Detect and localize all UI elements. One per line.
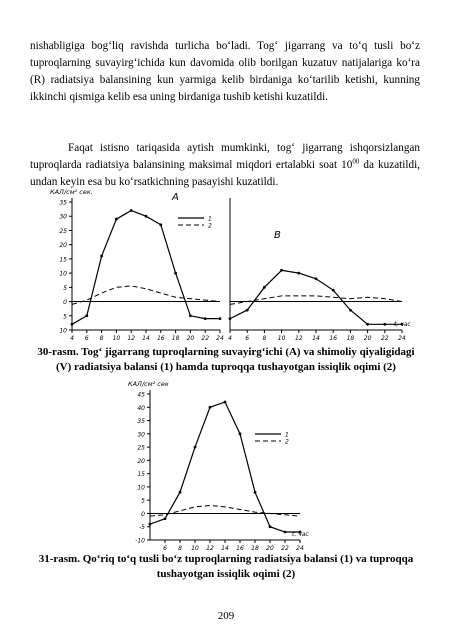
- series-1-point: [189, 314, 192, 317]
- y-tick-label: 20: [59, 242, 67, 250]
- series-1-point: [280, 269, 283, 272]
- y-tick-label: -10: [135, 537, 145, 545]
- legend-label-2: 2: [208, 222, 212, 230]
- y-tick-label: 10: [137, 484, 145, 492]
- series-1-point: [85, 314, 88, 317]
- series-1-point: [297, 272, 300, 275]
- y-tick-label: 10: [59, 270, 67, 278]
- y-tick-label: 30: [137, 431, 145, 439]
- body-paragraph-1: nishabligiga bog‘liq ravishda turlicha bo‘ladi. Tog‘ jigarrang va to‘q tusli bo‘z tuproqlarning suvayirg‘ichida kun davomida olib borilgan kuzatuv natijalariga ko‘ra (R) radiatsiya balansining kun yarmiga kelib birdaniga ko‘tarilib ketishi, kunning ikkinchi qismiga kelib esa uning birdaniga tushib ketishi kuzatildi.: [30, 40, 420, 103]
- series-1-point: [263, 286, 266, 289]
- x-tick-label: 12: [206, 545, 214, 552]
- x-tick-label: 4: [228, 335, 232, 342]
- y-tick-label: 25: [137, 444, 145, 452]
- x-axis-label: t, час: [292, 531, 309, 538]
- x-tick-label: 6: [163, 545, 167, 552]
- series-1-point: [204, 317, 207, 320]
- series-1-point: [130, 209, 133, 212]
- y-tick-label: 35: [59, 199, 67, 207]
- series-1-point: [209, 406, 212, 409]
- y-tick-label: 0: [141, 510, 145, 518]
- x-tick-label: 10: [277, 335, 286, 342]
- series-1-point: [229, 317, 232, 320]
- x-tick-label: 18: [171, 335, 180, 342]
- x-tick-label: 8: [262, 335, 267, 342]
- series-1-point: [284, 531, 287, 534]
- series-1-point: [164, 517, 167, 520]
- time-superscript: 00: [352, 157, 360, 166]
- x-tick-label: 16: [156, 335, 165, 342]
- y-tick-label: 15: [59, 256, 67, 264]
- caption-30-line-1: 30-rasm. Tog‘ jigarrang tuproqlarning suvayirg‘ichi (A) va shimoliy qiyaligidagi: [37, 346, 415, 358]
- x-tick-label: 10: [112, 335, 121, 342]
- y-tick-label: 25: [59, 227, 67, 235]
- y-tick-label: 5: [63, 284, 67, 292]
- series-1-point: [332, 289, 335, 292]
- y-tick-label: 45: [137, 391, 145, 399]
- y-tick-label: 30: [59, 213, 67, 221]
- caption-31-line-1: 31-rasm. Qo‘riq to‘q tusli bo‘z tuproqlarning radiatsiya balansi (1) va tuproqqa: [38, 553, 414, 565]
- series-1-point: [315, 277, 318, 280]
- series-1-point: [383, 323, 386, 326]
- x-tick-label: 22: [201, 335, 210, 342]
- series-1-point: [71, 323, 74, 326]
- page-number: 209: [217, 610, 235, 622]
- x-tick-label: 20: [266, 545, 274, 552]
- x-tick-label: 18: [346, 335, 355, 342]
- y-tick-label: 20: [137, 457, 145, 465]
- x-tick-label: 8: [99, 335, 104, 342]
- x-tick-label: 8: [178, 545, 182, 552]
- x-tick-label: 16: [329, 335, 338, 342]
- x-tick-label: 24: [216, 335, 224, 342]
- series-1-point: [269, 525, 272, 528]
- series-2-line: [230, 296, 402, 305]
- series-1-point: [239, 432, 242, 435]
- series-1-point: [246, 309, 249, 312]
- figure-31-caption: [20, 552, 432, 582]
- x-tick-label: 14: [142, 335, 150, 342]
- y-tick-label: -5: [139, 524, 145, 532]
- y-tick-label: 0: [63, 299, 67, 307]
- x-tick-label: 22: [281, 545, 289, 552]
- x-tick-label: 20: [363, 335, 372, 342]
- series-1-point: [174, 272, 177, 275]
- x-tick-label: 24: [296, 545, 304, 552]
- series-1-point: [145, 215, 148, 218]
- series-1-point: [194, 446, 197, 449]
- y-axis-label: КАЛ/см² сек.: [50, 188, 93, 196]
- x-tick-label: 6: [84, 335, 89, 342]
- x-tick-label: 16: [236, 545, 244, 552]
- caption-31-line-2: tushayotgan issiqlik oqimi (2): [156, 568, 296, 580]
- y-tick-label: 10: [59, 327, 67, 335]
- caption-30-line-2: (V) radiatsiya balansi (1) hamda tuproqqa tushayotgan issiqlik oqimi (2): [56, 361, 396, 373]
- x-tick-label: 10: [191, 545, 199, 552]
- x-tick-label: 24: [398, 335, 406, 342]
- series-1-point: [219, 317, 222, 320]
- figure-30-chart: [0, 180, 452, 340]
- series-2-line: [150, 505, 300, 516]
- series-1-point: [159, 223, 162, 226]
- series-1-point: [100, 255, 103, 258]
- x-tick-label: 12: [294, 335, 303, 342]
- x-tick-label: 6: [245, 335, 250, 342]
- x-tick-label: 18: [251, 545, 259, 552]
- series-1-point: [149, 523, 152, 526]
- x-tick-label: 12: [127, 335, 136, 342]
- y-tick-label: 5: [141, 497, 145, 505]
- y-tick-label: 35: [137, 418, 145, 426]
- paragraph-2-text-end: da kuzatildi, undan keyin esa bu ko‘rsatkichning pasayishi kuzatildi.: [30, 159, 420, 188]
- series-1-point: [349, 309, 352, 312]
- series-1-point: [254, 491, 257, 494]
- y-axis-label: КАЛ/см² сек: [128, 380, 169, 388]
- x-tick-label: 20: [186, 335, 195, 342]
- series-1-point: [224, 401, 227, 404]
- y-tick-label: 15: [137, 471, 145, 479]
- legend-label-1: 1: [285, 431, 289, 439]
- x-tick-label: 14: [312, 335, 320, 342]
- y-tick-label: 40: [137, 404, 145, 412]
- series-1-line: [150, 402, 300, 532]
- x-axis-label: t, час: [394, 321, 411, 328]
- x-tick-label: 4: [70, 335, 74, 342]
- series-1-point: [115, 218, 118, 221]
- panel-label: В: [274, 230, 281, 241]
- legend-label-1: 1: [208, 215, 212, 223]
- series-1-point: [179, 491, 182, 494]
- series-1-line: [72, 211, 220, 325]
- legend-label-2: 2: [285, 438, 289, 446]
- panel-label: А: [172, 192, 179, 203]
- x-tick-label: 14: [221, 545, 229, 552]
- figure-31-chart: [0, 382, 452, 552]
- x-tick-label: 22: [380, 335, 389, 342]
- y-tick-label: 5: [63, 313, 67, 321]
- figure-30-caption: [20, 345, 432, 375]
- series-1-point: [366, 323, 369, 326]
- paragraph-2-text-start: Faqat istisno tariqasida aytish mumkinki, tog‘ jigarrang ishqorsizlangan tuproqlarda radiatsiya balansining maksimal miqdori ertalabki soat 10: [30, 142, 420, 171]
